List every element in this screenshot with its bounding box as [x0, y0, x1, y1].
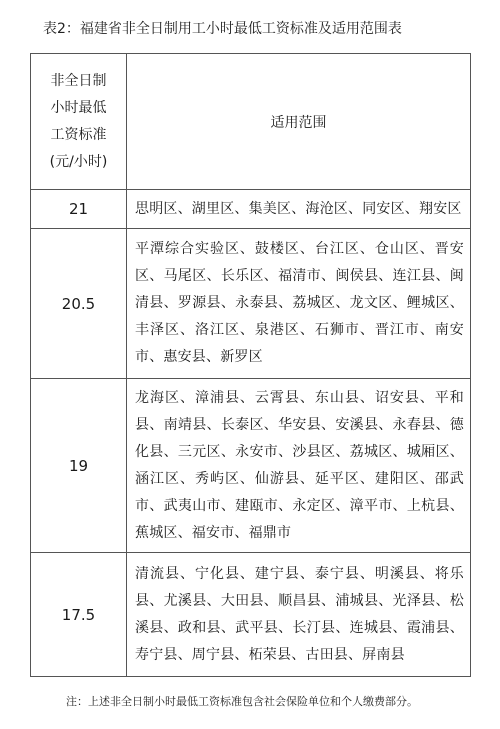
table-header-row [31, 54, 471, 190]
table-row [31, 229, 471, 379]
regions-cell: 思明区、湖里区、集美区、海沧区、同安区、翔安区 [127, 190, 471, 229]
wage-cell: 20.5 [31, 229, 127, 379]
table-row [31, 190, 471, 229]
header-line: 工资标准 [50, 126, 107, 143]
wage-cell: 17.5 [31, 553, 127, 677]
wage-cell: 19 [31, 379, 127, 553]
footnote: 注：上述非全日制小时最低工资标准包含社会保险单位和个人缴费部分。 [66, 695, 418, 708]
header-wage-standard [31, 54, 127, 190]
regions-cell: 龙海区、漳浦县、云霄县、东山县、诏安县、平和县、南靖县、长泰区、华安县、安溪县、永春县、德化县、三元区、永安市、沙县区、荔城区、城厢区、涵江区、秀屿区、仙游县、延平区、建阳区、邵武市、武夷山市、建瓯市、永定区、漳平市、上杭县、蕉城区、福安市、福鼎市 [127, 379, 471, 553]
table-row [31, 379, 471, 553]
header-scope: 适用范围 [127, 54, 471, 190]
header-line: (元/小时) [49, 153, 108, 170]
wage-cell: 21 [31, 190, 127, 229]
minimum-wage-table [30, 53, 471, 677]
regions-cell: 清流县、宁化县、建宁县、泰宁县、明溪县、将乐县、尤溪县、大田县、顺昌县、浦城县、光泽县、松溪县、政和县、武平县、长汀县、连城县、霞浦县、寿宁县、周宁县、柘荣县、古田县、屏南县 [127, 553, 471, 677]
table-title: 表2：福建省非全日制用工小时最低工资标准及适用范围表 [43, 21, 402, 37]
header-line: 小时最低 [50, 99, 107, 116]
table-row [31, 553, 471, 677]
header-line: 非全日制 [50, 72, 107, 89]
regions-cell: 平潭综合实验区、鼓楼区、台江区、仓山区、晋安区、马尾区、长乐区、福清市、闽侯县、连江县、闽清县、罗源县、永泰县、荔城区、龙文区、鲤城区、丰泽区、洛江区、泉港区、石狮市、晋江市、南安市、惠安县、新罗区 [127, 229, 471, 379]
